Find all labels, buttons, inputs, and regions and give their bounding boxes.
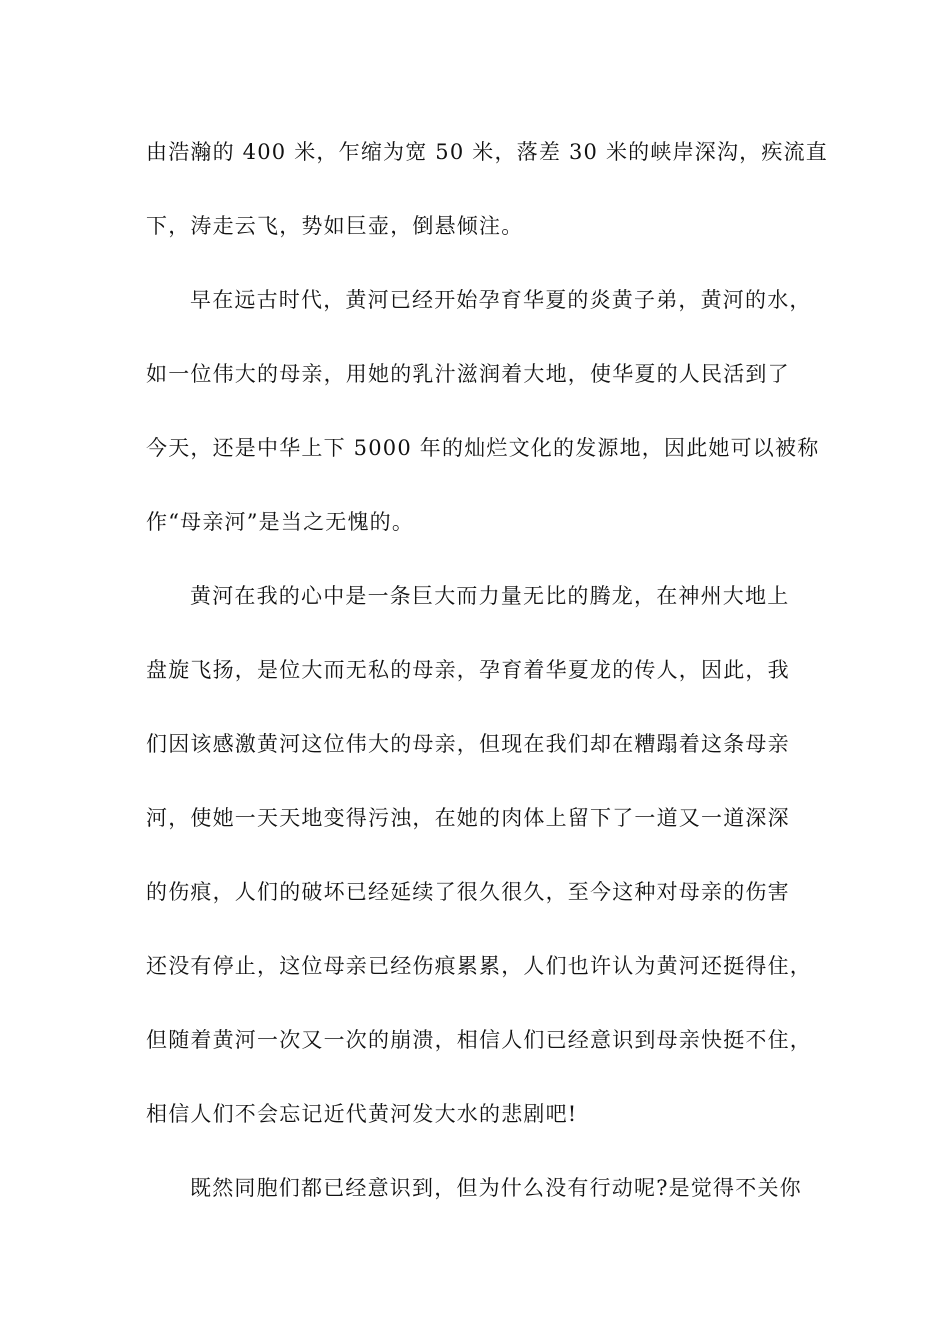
- text-line: 相信人们不会忘记近代黄河发大水的悲剧吧!: [146, 1102, 578, 1126]
- text-line: 作“母亲河”是当之无愧的。: [146, 510, 415, 534]
- text-line: 但随着黄河一次又一次的崩溃，相信人们已经意识到母亲快挺不住，: [146, 1028, 812, 1052]
- paragraph-start-line: 黄河在我的心中是一条巨大而力量无比的腾龙，在神州大地上: [190, 584, 790, 608]
- text-line: 下，涛走云飞，势如巨壶，倒悬倾注。: [146, 214, 524, 238]
- text-line: 如一位伟大的母亲，用她的乳汁滋润着大地，使华夏的人民活到了: [146, 362, 790, 386]
- paragraph-start-line: 早在远古时代，黄河已经开始孕育华夏的炎黄子弟，黄河的水，: [190, 288, 812, 312]
- text-line: 由浩瀚的 400 米，乍缩为宽 50 米，落差 30 米的峡岸深沟，疾流直: [146, 140, 828, 164]
- text-line: 还没有停止，这位母亲已经伤痕累累，人们也许认为黄河还挺得住，: [146, 954, 812, 978]
- text-line: 河，使她一天天地变得污浊，在她的肉体上留下了一道又一道深深: [146, 806, 790, 830]
- text-line: 盘旋飞扬，是位大而无私的母亲，孕育着华夏龙的传人，因此，我: [146, 658, 790, 682]
- text-line: 们因该感激黄河这位伟大的母亲，但现在我们却在糟蹋着这条母亲: [146, 732, 790, 756]
- paragraph-start-line: 既然同胞们都已经意识到，但为什么没有行动呢?是觉得不关你: [190, 1176, 802, 1200]
- text-line: 今天，还是中华上下 5000 年的灿烂文化的发源地，因此她可以被称: [146, 436, 820, 460]
- text-line: 的伤痕，人们的破坏已经延续了很久很久，至今这种对母亲的伤害: [146, 880, 790, 904]
